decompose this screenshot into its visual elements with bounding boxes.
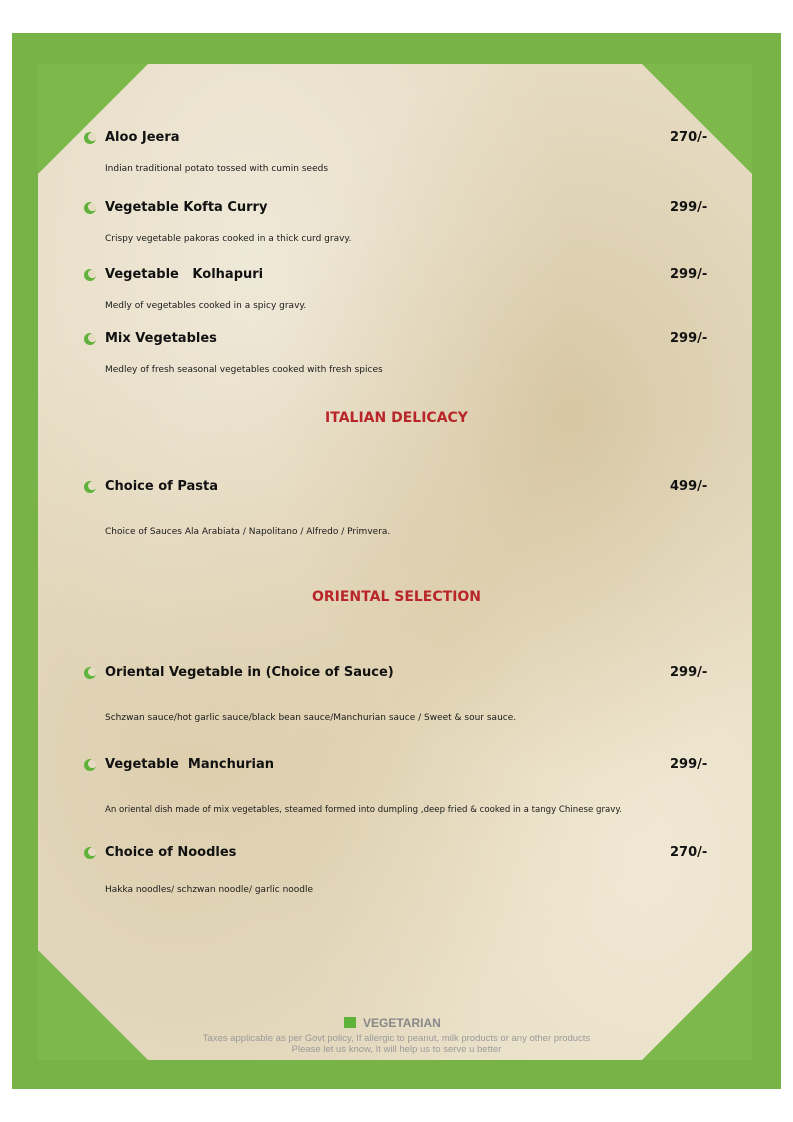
section-heading-italian: ITALIAN DELICACY — [325, 410, 468, 426]
green-bullet-icon — [84, 481, 96, 493]
item-description: Choice of Sauces Ala Arabiata / Napolitano / Alfredo / Primvera. — [105, 527, 391, 537]
item-name: Choice of Pasta — [105, 479, 219, 494]
green-bullet-icon — [84, 667, 96, 679]
green-bullet-icon — [84, 333, 96, 345]
item-name: Vegetable Kofta Curry — [105, 200, 268, 215]
item-description: An oriental dish made of mix vegetables, steamed formed into dumpling ,deep fried & cooked in a tangy Chinese gravy. — [105, 805, 622, 815]
item-description: Indian traditional potato tossed with cumin seeds — [105, 164, 329, 174]
item-name: Choice of Noodles — [105, 845, 237, 860]
item-description: Hakka noodles/ schzwan noodle/ garlic noodle — [105, 885, 314, 895]
green-bullet-icon — [84, 759, 96, 771]
item-price: 299/- — [670, 200, 708, 215]
item-description: Medley of fresh seasonal vegetables cooked with fresh spices — [105, 365, 383, 375]
vegetarian-square-icon — [344, 1017, 356, 1028]
vegetarian-legend — [344, 1016, 441, 1030]
vegetarian-legend-label: VEGETARIAN — [363, 1016, 441, 1030]
item-name: Mix Vegetables — [105, 331, 217, 346]
green-bullet-icon — [84, 202, 96, 214]
item-price: 299/- — [670, 267, 708, 282]
green-bullet-icon — [84, 132, 96, 144]
item-name: Vegetable Kolhapuri — [105, 267, 264, 282]
item-description: Schzwan sauce/hot garlic sauce/black bean sauce/Manchurian sauce / Sweet & sour sauce. — [105, 713, 517, 723]
item-name: Oriental Vegetable in (Choice of Sauce) — [105, 665, 394, 680]
item-price: 299/- — [670, 331, 708, 346]
item-description: Crispy vegetable pakoras cooked in a thick curd gravy. — [105, 234, 352, 244]
item-description: Medly of vegetables cooked in a spicy gravy. — [105, 301, 307, 311]
section-heading-oriental: ORIENTAL SELECTION — [311, 589, 482, 605]
item-name: Aloo Jeera — [105, 130, 180, 145]
item-price: 299/- — [670, 665, 708, 680]
item-name: Vegetable Manchurian — [105, 757, 274, 772]
green-bullet-icon — [84, 269, 96, 281]
item-price: 499/- — [670, 479, 708, 494]
footer-note-line2: Please let us know, It will help us to serve u better — [291, 1044, 502, 1055]
green-bullet-icon — [84, 847, 96, 859]
footer-note-line1: Taxes applicable as per Govt policy, If allergic to peanut, milk products or any other products — [202, 1033, 591, 1044]
item-price: 299/- — [670, 757, 708, 772]
item-price: 270/- — [670, 130, 708, 145]
item-price: 270/- — [670, 845, 708, 860]
